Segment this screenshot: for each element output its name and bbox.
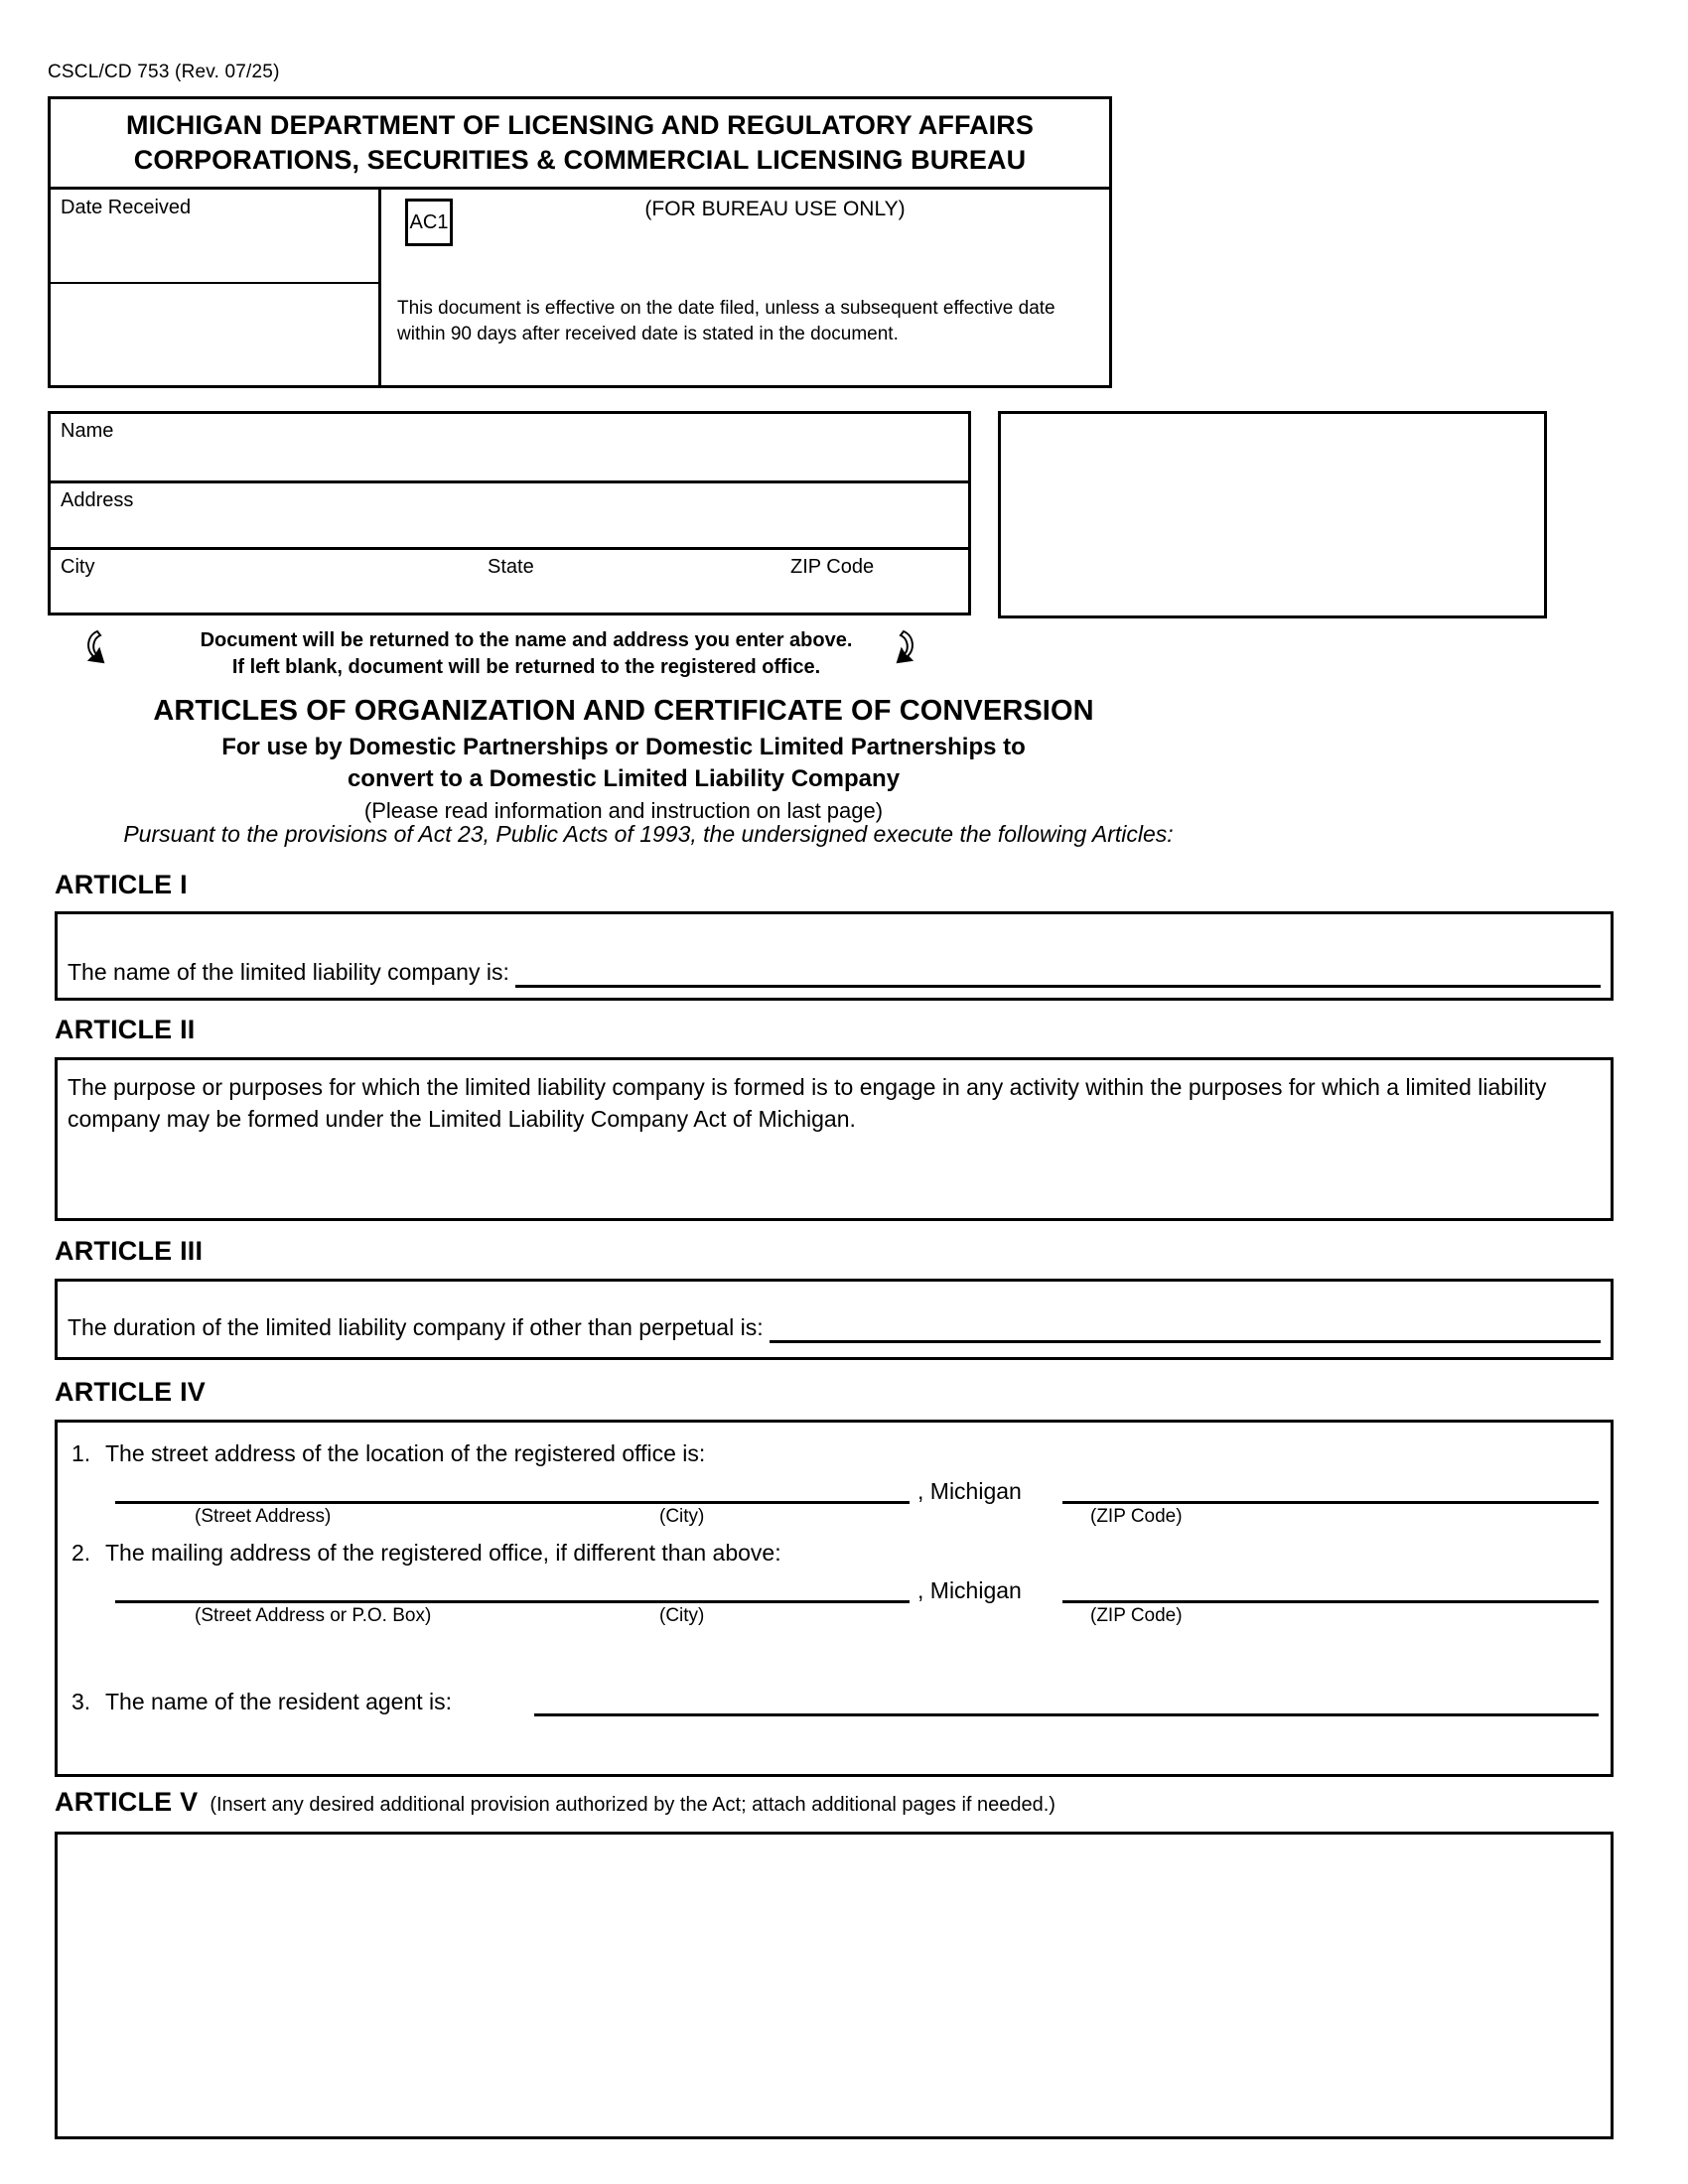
agency-title-line2: CORPORATIONS, SECURITIES & COMMERCIAL LICENSING BUREAU xyxy=(133,144,1027,175)
agency-title xyxy=(51,99,1109,187)
article-4-item1-zip-caption: (ZIP Code) xyxy=(1090,1506,1183,1527)
return-name-label: Name xyxy=(61,420,114,442)
document-title-block xyxy=(48,695,1199,824)
bureau-row xyxy=(51,187,1109,385)
article-4-item1-street-caption: (Street Address) xyxy=(195,1506,332,1527)
article-4-item2-zip-caption: (ZIP Code) xyxy=(1090,1605,1183,1626)
article-4-item3-agent-input[interactable] xyxy=(534,1712,1599,1716)
form-number: CSCL/CD 753 (Rev. 07/25) xyxy=(48,62,280,82)
article-5-box[interactable] xyxy=(55,1832,1614,2139)
article-1-text: The name of the limited liability company is: xyxy=(68,958,509,985)
agency-title-line1: MICHIGAN DEPARTMENT OF LICENSING AND REGULATORY AFFAIRS xyxy=(125,110,1034,140)
ac1-code-box: AC1 xyxy=(405,199,453,246)
article-4-item1-street-city-input[interactable] xyxy=(115,1500,910,1504)
article-4-item3-text: The name of the resident agent is: xyxy=(105,1689,453,1714)
return-address-field[interactable] xyxy=(51,480,968,547)
article-3-heading: ARTICLE III xyxy=(55,1236,204,1266)
article-4-item2-number: 2. xyxy=(71,1540,91,1566)
article-4-item3-number: 3. xyxy=(71,1689,91,1714)
article-5-heading xyxy=(55,1787,1055,1818)
article-4-item2-street-caption: (Street Address or P.O. Box) xyxy=(195,1605,432,1626)
return-city-label: City xyxy=(61,556,95,578)
bureau-use-label: (FOR BUREAU USE ONLY) xyxy=(644,198,906,221)
article-1-heading: ARTICLE I xyxy=(55,870,188,899)
return-right-blank-box[interactable] xyxy=(998,411,1547,618)
agency-header-box xyxy=(48,96,1112,388)
article-4-box xyxy=(55,1420,1614,1777)
date-received-field[interactable] xyxy=(51,190,381,385)
article-4-item1-city-caption: (City) xyxy=(659,1506,705,1527)
article-4-item2-state-label: , Michigan xyxy=(917,1577,1022,1603)
return-address-label: Address xyxy=(61,489,134,511)
return-instructions xyxy=(89,627,963,681)
effective-date-note: This document is effective on the date filed, unless a subsequent effective date within 90 days after received date is stated in the document. xyxy=(397,298,1055,344)
article-4-item1-number: 1. xyxy=(71,1440,91,1466)
article-4-heading: ARTICLE IV xyxy=(55,1377,207,1407)
date-received-label: Date Received xyxy=(61,197,192,219)
article-2-heading: ARTICLE II xyxy=(55,1015,196,1044)
article-2-box xyxy=(55,1057,1614,1221)
document-title: ARTICLES OF ORGANIZATION AND CERTIFICATE OF CONVERSION xyxy=(153,695,1094,727)
pursuant-statement: Pursuant to the provisions of Act 23, Public Acts of 1993, the undersigned execute the following Articles: xyxy=(123,821,1174,847)
article-4-item2-street-city-input[interactable] xyxy=(115,1599,910,1603)
article-1-box xyxy=(55,911,1614,1001)
article-4-item2-text: The mailing address of the registered office, if different than above: xyxy=(105,1540,781,1566)
article-5-heading-text: ARTICLE V xyxy=(55,1787,199,1817)
article-3-box xyxy=(55,1279,1614,1360)
return-address-block xyxy=(48,411,971,615)
return-state-label: State xyxy=(488,556,534,578)
article-4-item1-text: The street address of the location of the registered office is: xyxy=(105,1440,706,1466)
article-4-item2-zip-input[interactable] xyxy=(1062,1599,1599,1603)
article-3-duration-input[interactable] xyxy=(770,1320,1601,1343)
return-note-line2: If left blank, document will be returned to the registered office. xyxy=(231,655,821,678)
return-name-field[interactable] xyxy=(51,414,968,480)
article-4-item2-city-caption: (City) xyxy=(659,1605,705,1626)
article-4-item1-state-label: , Michigan xyxy=(917,1478,1022,1504)
article-2-text: The purpose or purposes for which the limited liability company is formed is to engage in any activity within the purposes for which a limited liability company may be formed under the Limited Liability Company Act of Michigan. xyxy=(68,1074,1547,1132)
article-1-name-input[interactable] xyxy=(515,965,1601,988)
bureau-use-area xyxy=(381,190,1109,385)
return-note-line1: Document will be returned to the name and address you enter above. xyxy=(200,629,853,651)
article-5-note: (Insert any desired additional provision authorized by the Act; attach additional pages if needed.) xyxy=(210,1794,1055,1816)
document-subtitle-line2: convert to a Domestic Limited Liability Company xyxy=(347,764,901,792)
article-4-item1-zip-input[interactable] xyxy=(1062,1500,1599,1504)
document-subtitle-line1: For use by Domestic Partnerships or Domestic Limited Partnerships to xyxy=(221,734,1026,760)
return-city-state-zip-field[interactable] xyxy=(51,547,968,613)
document-instruction-note: (Please read information and instruction on last page) xyxy=(363,797,884,823)
return-zip-label: ZIP Code xyxy=(790,556,875,578)
article-3-text: The duration of the limited liability company if other than perpetual is: xyxy=(68,1313,764,1340)
date-received-divider xyxy=(51,282,378,284)
